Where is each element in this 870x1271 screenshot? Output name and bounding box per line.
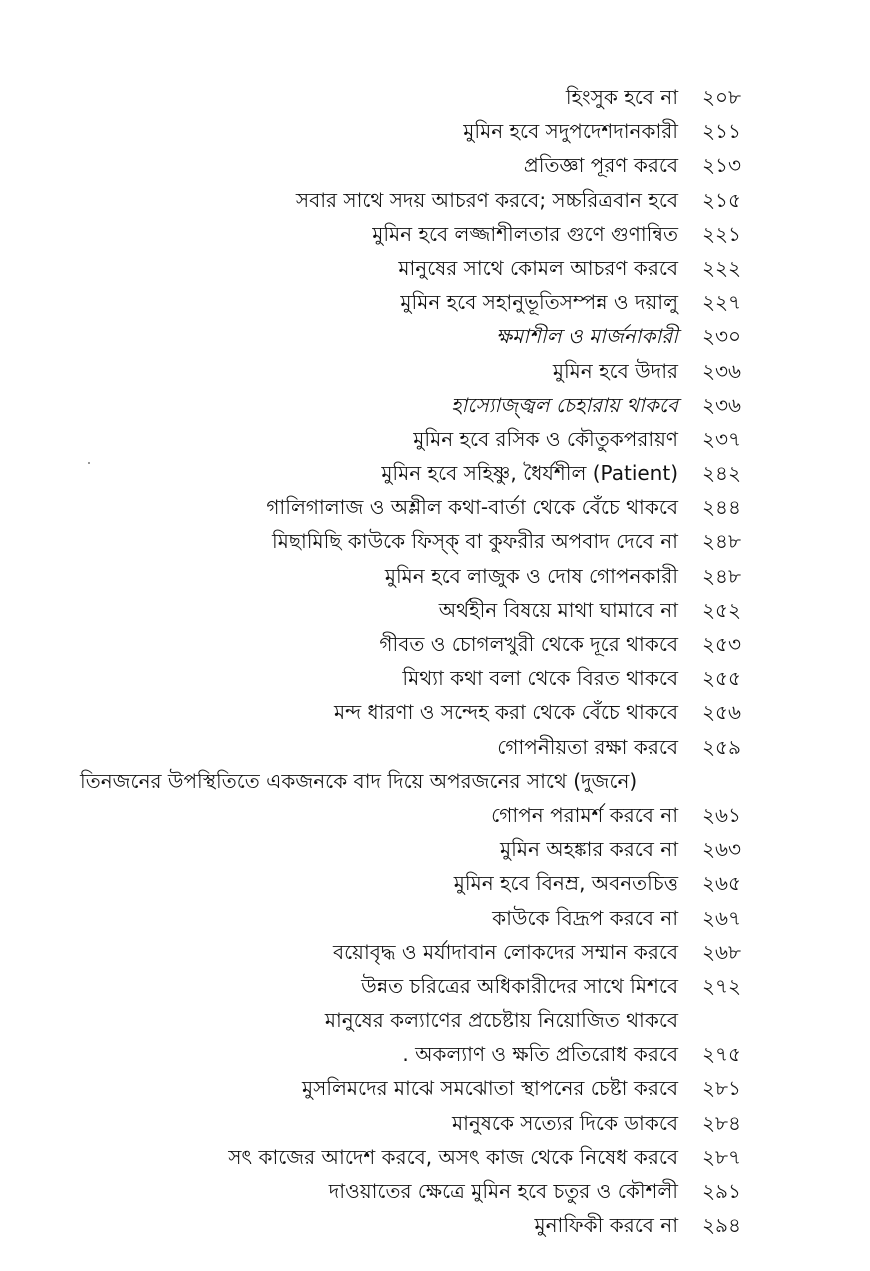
toc-entry-page: ২৮৭ [702,1144,741,1169]
toc-entry [0,1140,870,1174]
toc-entry [0,1208,870,1242]
toc-entry-page: ২৩৭ [702,426,742,451]
toc-entry-page: ২৩৬ [702,358,742,383]
toc-entry [0,593,870,627]
toc-entry [0,901,870,935]
toc-entry-title: মুমিন হবে লাজুক ও দোষ গোপনকারী [384,563,678,588]
toc-entry-title: প্রতিজ্ঞা পূরণ করবে [523,153,678,178]
toc-entry-page: ২২২ [702,255,742,280]
toc-entry [0,866,870,900]
toc-entry-title: গালিগালাজ ও অশ্লীল কথা-বার্তা থেকে বেঁচে থাকবে [266,495,678,520]
toc-entry [0,80,870,114]
toc-entry-page: ২১৩ [702,153,741,178]
toc-entry-title: মুমিন অহঙ্কার করবে না [500,837,678,862]
toc-entry-page: ২৫২ [702,597,741,622]
toc-entry-title: মুমিন হবে লজ্জাশীলতার গুণে গুণান্বিত [372,221,678,246]
toc-entry-page: ২৯৪ [702,1213,741,1238]
toc-entry [0,354,870,388]
toc-entry-page: ২৩৬ [702,392,742,417]
toc-entry [0,969,870,1003]
toc-entry-title: হাস্যোজ্জ্বল চেহারায় থাকবে [451,392,678,417]
toc-entry [0,798,870,832]
toc-entry [0,319,870,353]
toc-entry-title: গোপনীয়তা রক্ষা করবে [497,734,678,759]
toc-entry [0,251,870,285]
toc-entry-title: সৎ কাজের আদেশ করবে, অসৎ কাজ থেকে নিষেধ করবে [228,1144,678,1169]
toc-entry [0,217,870,251]
toc-entry-title: মানুষকে সত্যের দিকে ডাকবে [452,1110,678,1135]
toc-entry-title: ক্ষমাশীল ও মার্জনাকারী [495,324,678,349]
toc-entry-title: মুমিন হবে সহিষ্ণু, ধৈর্যশীল (Patient) [381,461,678,486]
toc-entry [0,695,870,729]
toc-entry [0,730,870,764]
toc-entry-title: গোপন পরামর্শ করবে না [491,802,678,827]
toc-entry [0,114,870,148]
toc-entry-title: সবার সাথে সদয় আচরণ করবে; সচ্চরিত্রবান হবে [295,187,678,212]
toc-entry-title: দাওয়াতের ক্ষেত্রে মুমিন হবে চতুর ও কৌশলী [328,1179,678,1203]
toc-entry-page: ২২৭ [702,290,742,315]
toc-entry [0,832,870,866]
toc-entry [0,422,870,456]
toc-entry [0,285,870,319]
toc-entry-title: মুমিন হবে সদুপদেশদানকারী [463,119,678,144]
toc-entry-title: মুমিন হবে উদার [552,358,678,383]
toc-entry-title: মন্দ ধারণা ও সন্দেহ করা থেকে বেঁচে থাকবে [334,700,678,725]
toc-entry-title: মুমিন হবে বিনম্র, অবনতচিত্ত [453,871,678,896]
toc-entry-page: ২৬৩ [702,837,742,862]
toc-entry-page: ২৫৯ [702,734,741,759]
toc-entry [0,627,870,661]
toc-entry-title: মানুষের কল্যাণের প্রচেষ্টায় নিয়োজিত থাকবে [324,1008,678,1033]
toc-entry [0,764,870,798]
toc-entry-title: অর্থহীন বিষয়ে মাথা ঘামাবে না [438,597,678,622]
toc-entry-page: ২৮১ [702,1076,741,1101]
toc-entry-page: ২৩০ [702,324,742,349]
table-of-contents [0,80,870,1242]
toc-entry-title: মুনাফিকী করবে না [534,1213,678,1238]
toc-entry [0,524,870,558]
toc-entry-page: ২৭৫ [702,1042,741,1067]
toc-entry-title: মুমিন হবে রসিক ও কৌতুকপরায়ণ [413,426,678,451]
toc-entry [0,456,870,490]
toc-entry-title: কাউকে বিদ্রূপ করবে না [492,905,678,930]
toc-entry-page: ২৬৮ [702,939,741,964]
toc-entry-page: ২৪২ [702,461,741,486]
toc-entry-page: ২৬১ [702,802,741,827]
toc-entry [0,1106,870,1140]
toc-entry-title: মুমিন হবে সহানুভূতিসম্পন্ন ও দয়ালু [400,290,678,315]
toc-entry [0,1071,870,1105]
toc-entry-page: ২৮৪ [702,1110,741,1135]
toc-entry-page: ২৬৭ [702,905,742,930]
toc-entry-page: ২৯১ [702,1179,741,1203]
toc-entry-title: উন্নত চরিত্রের অধিকারীদের সাথে মিশবে [361,973,678,998]
toc-entry [0,490,870,524]
toc-entry-page: ২৫৩ [702,632,741,656]
toc-entry-page: ২১১ [702,119,741,144]
toc-entry [0,183,870,217]
toc-entry-page: ২৪৮ [702,563,741,588]
toc-entry-page: ২৫৫ [702,666,741,691]
toc-entry-title: মিথ্যা কথা বলা থেকে বিরত থাকবে [402,666,678,691]
toc-entry-title: বয়োবৃদ্ধ ও মর্যাদাবান লোকদের সম্মান করবে [333,939,678,964]
toc-entry [0,935,870,969]
toc-entry-page: ২৪৮ [702,529,741,554]
toc-entry-title: হিংসুক হবে না [565,85,678,109]
toc-entry-page: ২৬৫ [702,871,741,896]
toc-entry-title: মুসলিমদের মাঝে সমঝোতা স্থাপনের চেষ্টা করবে [301,1076,678,1101]
toc-entry [0,1003,870,1037]
toc-entry-title: মানুষের সাথে কোমল আচরণ করবে [398,255,678,280]
toc-entry-page: ২৭২ [702,973,742,998]
toc-entry [0,388,870,422]
toc-entry-page: ২৪৪ [702,495,741,520]
toc-entry-title: . অকল্যাণ ও ক্ষতি প্রতিরোধ করবে [402,1042,678,1067]
toc-entry [0,661,870,695]
toc-entry-title: তিনজনের উপস্থিতিতে একজনকে বাদ দিয়ে অপরজনের সাথে (দুজনে) [80,768,638,793]
toc-entry [0,559,870,593]
toc-entry [0,1037,870,1071]
toc-entry-page: ২৫৬ [702,700,741,725]
ink-speck [88,462,90,464]
toc-entry [0,1174,870,1208]
toc-entry-page: ২০৮ [702,85,741,109]
toc-entry-page: ২১৫ [702,187,741,212]
toc-entry-title: মিছামিছি কাউকে ফিস্ক্ বা কুফরীর অপবাদ দেবে না [272,529,678,554]
toc-entry [0,148,870,182]
toc-entry-page: ২২১ [702,221,741,246]
toc-entry-title: গীবত ও চোগলখুরী থেকে দূরে থাকবে [379,632,678,656]
